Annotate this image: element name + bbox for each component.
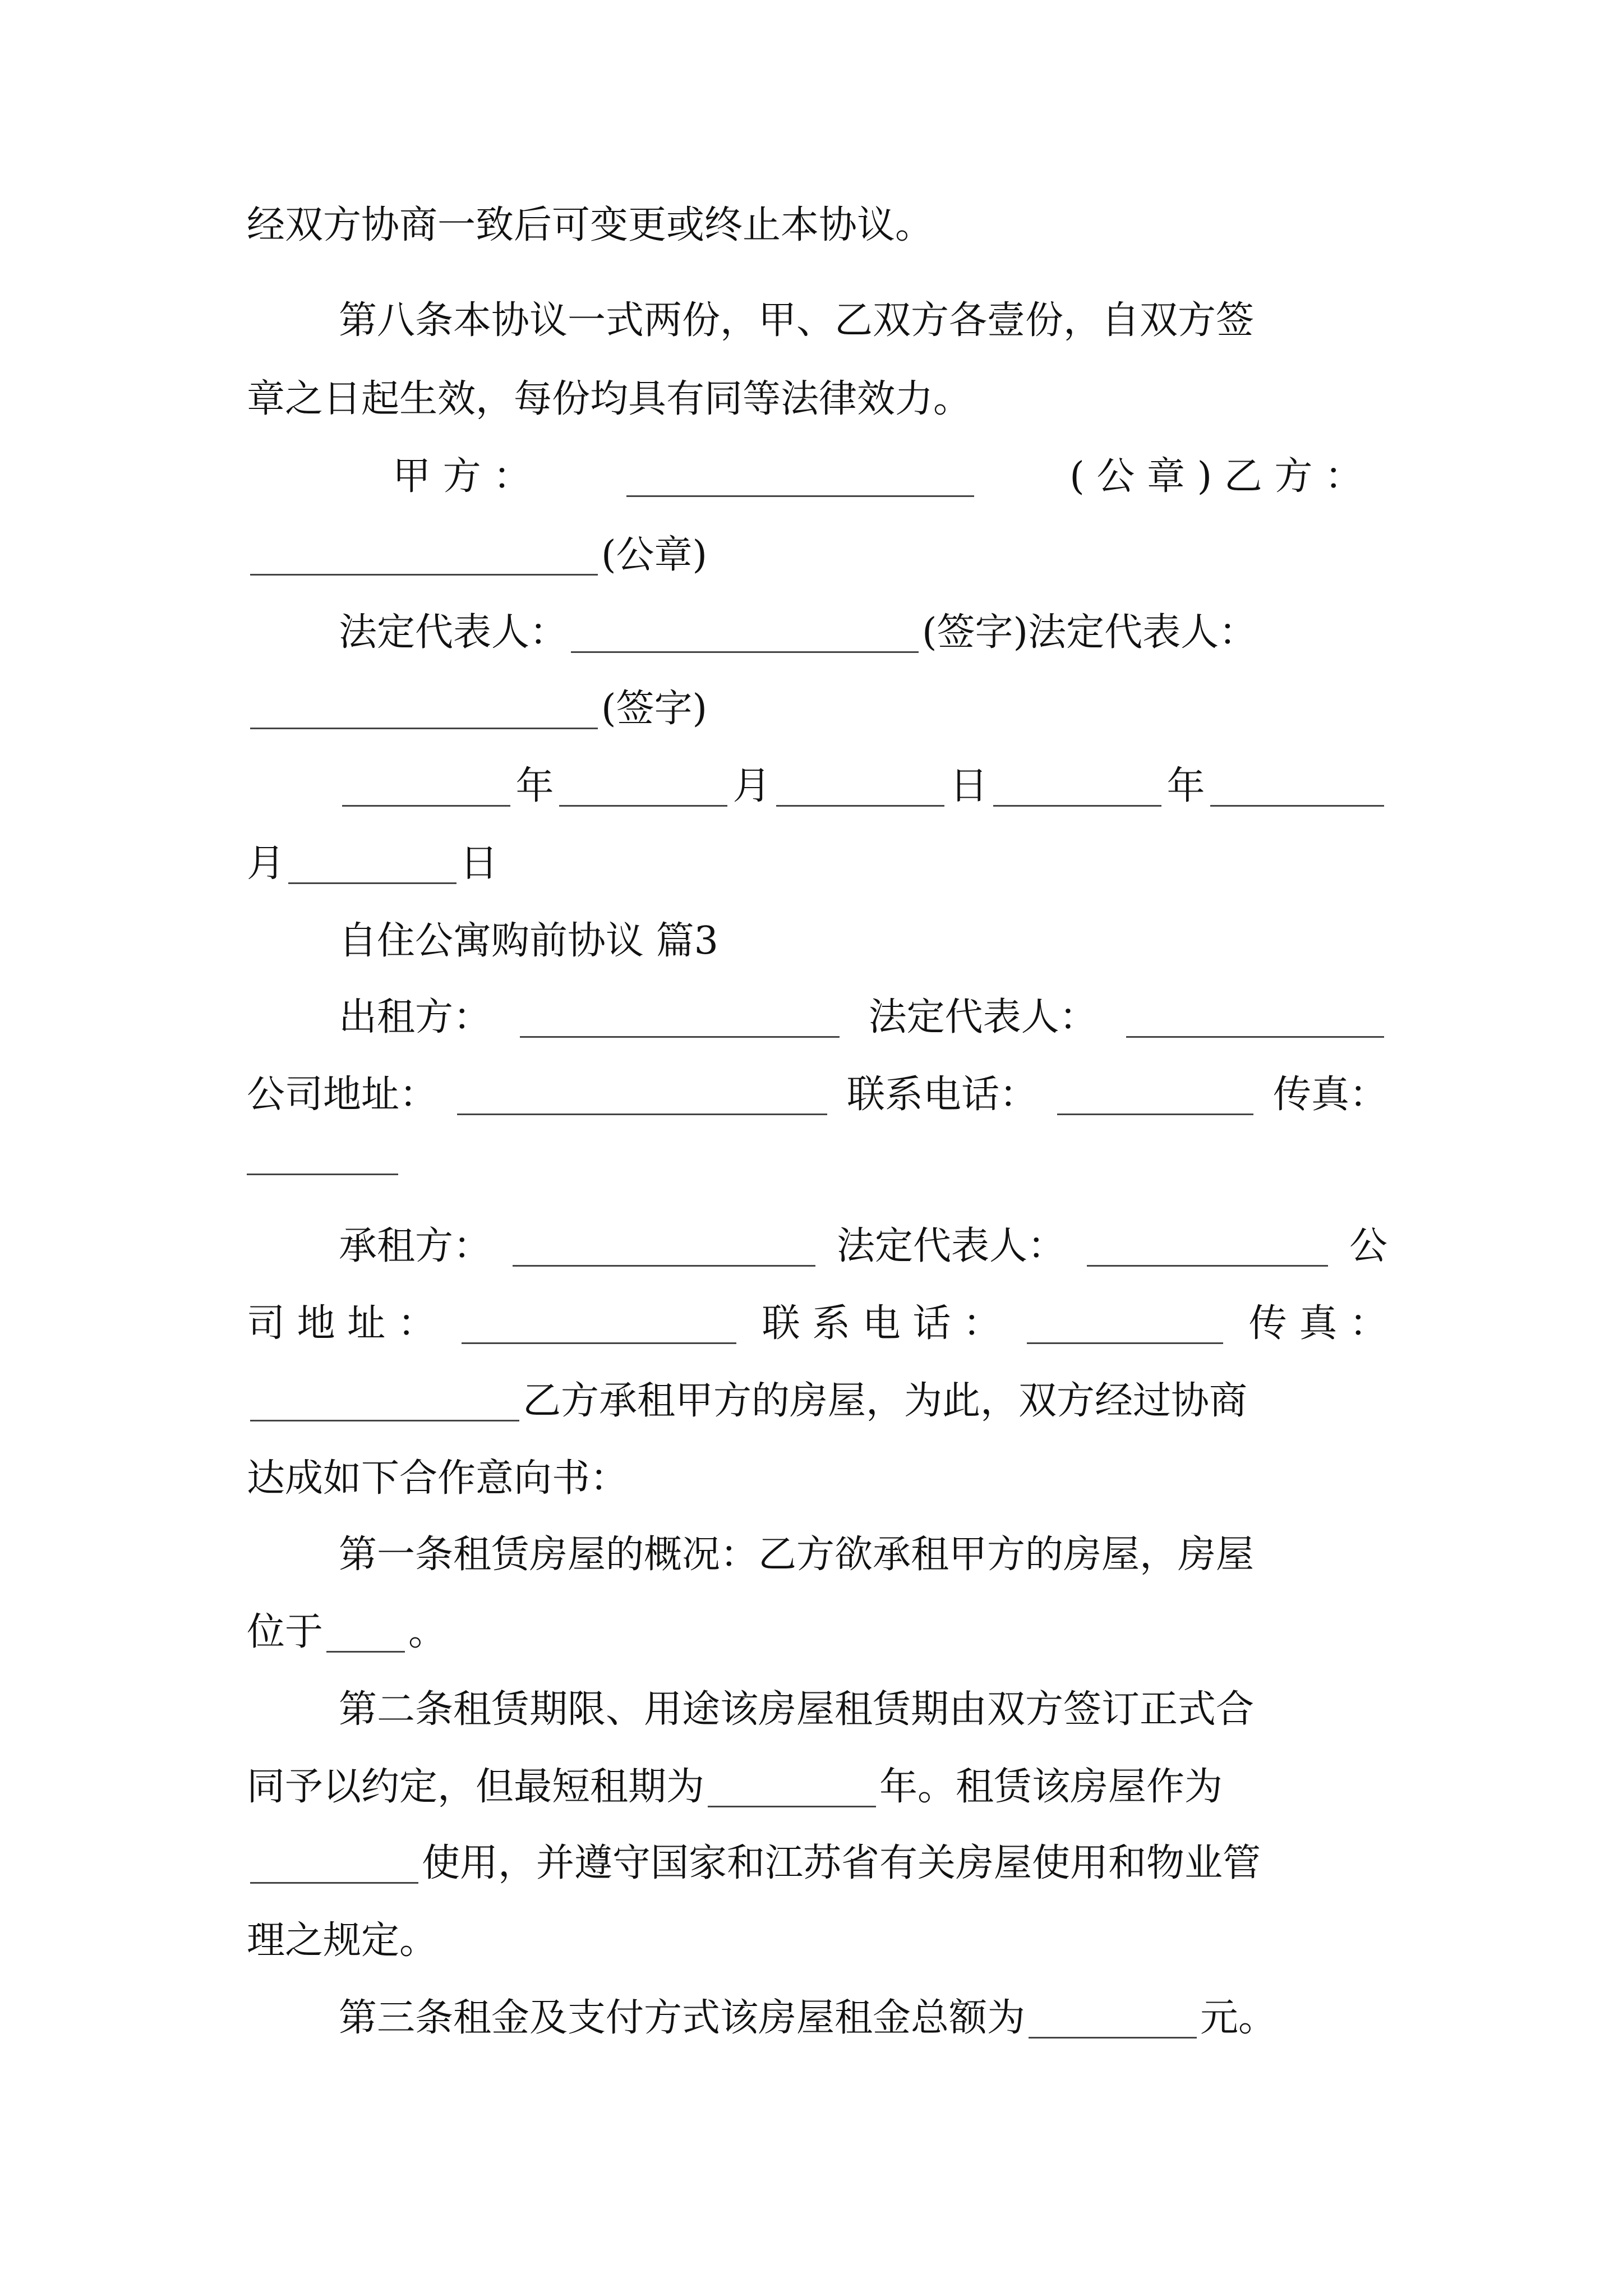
line-text: 第八条本协议一式两份，甲、乙双方各壹份，自双方签 — [339, 298, 1255, 343]
line-text: 。 — [408, 1610, 447, 1654]
line-text: 第三条租金及支付方式该房屋租金总额为 — [339, 1996, 1026, 2040]
line-text: ( 公 章 ) 乙 方 ： — [1069, 454, 1363, 499]
line-text: 理之规定。 — [247, 1918, 438, 1963]
fill-in-blank — [708, 1772, 876, 1807]
document-line — [339, 1527, 1387, 1583]
line-text: 年 — [1166, 764, 1205, 808]
line-text: 公 — [1349, 1224, 1387, 1268]
line-text: 承租方： — [339, 1224, 492, 1268]
line-text: (公章) — [601, 533, 708, 577]
fill-in-blank — [1087, 1231, 1328, 1267]
fill-in-blank — [457, 1080, 827, 1115]
fill-in-blank — [1029, 2003, 1197, 2039]
line-text: 公司地址： — [247, 1073, 438, 1117]
fill-in-blank — [513, 1231, 815, 1267]
line-text: 联系电话： — [846, 1073, 1038, 1117]
document-line — [339, 1218, 1387, 1274]
line-text: 联 系 电 话 ： — [762, 1301, 1002, 1346]
document-line — [247, 371, 1015, 427]
document-line — [339, 293, 1387, 349]
document-line — [247, 197, 1015, 254]
document-line — [393, 449, 1363, 505]
line-text: 年 — [515, 764, 554, 808]
fill-in-blank — [288, 849, 457, 884]
line-text: 经双方协商一致后可变更或终止本协议。 — [247, 203, 934, 247]
line-text: 法定代表人： — [339, 610, 568, 655]
line-text: 法定代表人： — [868, 995, 1098, 1039]
fill-in-blank — [559, 771, 727, 807]
fax-blank-line — [247, 1174, 398, 1175]
fill-in-blank — [326, 1617, 405, 1653]
line-text: 同予以约定，但最短租期为 — [247, 1765, 705, 1809]
fill-in-blank — [1057, 1080, 1253, 1115]
document-line — [339, 990, 1387, 1046]
line-text: (签字) — [601, 687, 708, 731]
line-text: 甲 方 ： — [393, 454, 532, 499]
line-text: 位于 — [247, 1610, 324, 1654]
fill-in-blank — [626, 462, 974, 497]
line-text: 使用，并遵守国家和江苏省有关房屋使用和物业管 — [422, 1841, 1261, 1885]
document-line — [247, 1604, 482, 1660]
fill-in-blank — [993, 771, 1161, 807]
fill-in-blank — [250, 1848, 418, 1884]
line-text: 达成如下合作意向书： — [247, 1456, 629, 1501]
line-text: 第一条租赁房屋的概况：乙方欲承租甲方的房屋，房屋 — [339, 1533, 1255, 1577]
fill-in-blank — [250, 540, 598, 576]
fill-in-blank — [1126, 1002, 1384, 1038]
line-text: 元。 — [1200, 1996, 1277, 2040]
line-text: 司 地 址 ： — [247, 1301, 436, 1346]
line-text: (签字)法定代表人： — [922, 610, 1257, 655]
document-line — [247, 1913, 583, 1969]
document-line — [339, 758, 1387, 815]
line-text: 乙方承租甲方的房屋，为此，双方经过协商 — [523, 1379, 1248, 1423]
line-text: 出租方： — [339, 995, 492, 1039]
document-line — [247, 681, 718, 737]
fill-in-blank — [250, 694, 598, 729]
document-line — [247, 527, 718, 583]
document-line — [247, 1451, 751, 1507]
fill-in-blank — [342, 771, 510, 807]
line-text: 法定代表人： — [836, 1224, 1066, 1268]
document-line — [247, 1835, 1387, 1892]
document-line — [247, 1373, 1387, 1429]
line-text: 传真： — [1272, 1073, 1387, 1117]
document-line — [339, 1682, 1387, 1738]
document-line — [247, 1296, 1387, 1352]
document-line — [247, 1067, 1387, 1123]
line-text: 章之日起生效，每份均具有同等法律效力。 — [247, 377, 972, 421]
document-line — [339, 1990, 1404, 2046]
line-text: 日 — [949, 764, 988, 808]
document-line — [247, 1759, 1387, 1815]
fill-in-blank — [571, 618, 919, 653]
fill-in-blank — [776, 771, 944, 807]
fill-in-blank — [250, 1386, 519, 1421]
fill-in-blank — [1027, 1309, 1223, 1344]
fill-in-blank — [462, 1309, 736, 1344]
document-line — [247, 836, 639, 892]
line-text: 年。租赁该房屋作为 — [879, 1765, 1223, 1809]
line-text: 月 — [247, 841, 285, 886]
document-line — [339, 913, 900, 969]
document-line — [339, 605, 1387, 661]
line-text: 日 — [460, 841, 499, 886]
line-text: 第二条租赁期限、用途该房屋租赁期由双方签订正式合 — [339, 1687, 1255, 1732]
line-text: 月 — [732, 764, 771, 808]
fill-in-blank — [520, 1002, 840, 1038]
fill-in-blank — [1210, 771, 1384, 807]
line-text: 自住公寓购前协议 篇3 — [339, 919, 718, 963]
line-text: 传 真 ： — [1248, 1301, 1387, 1346]
